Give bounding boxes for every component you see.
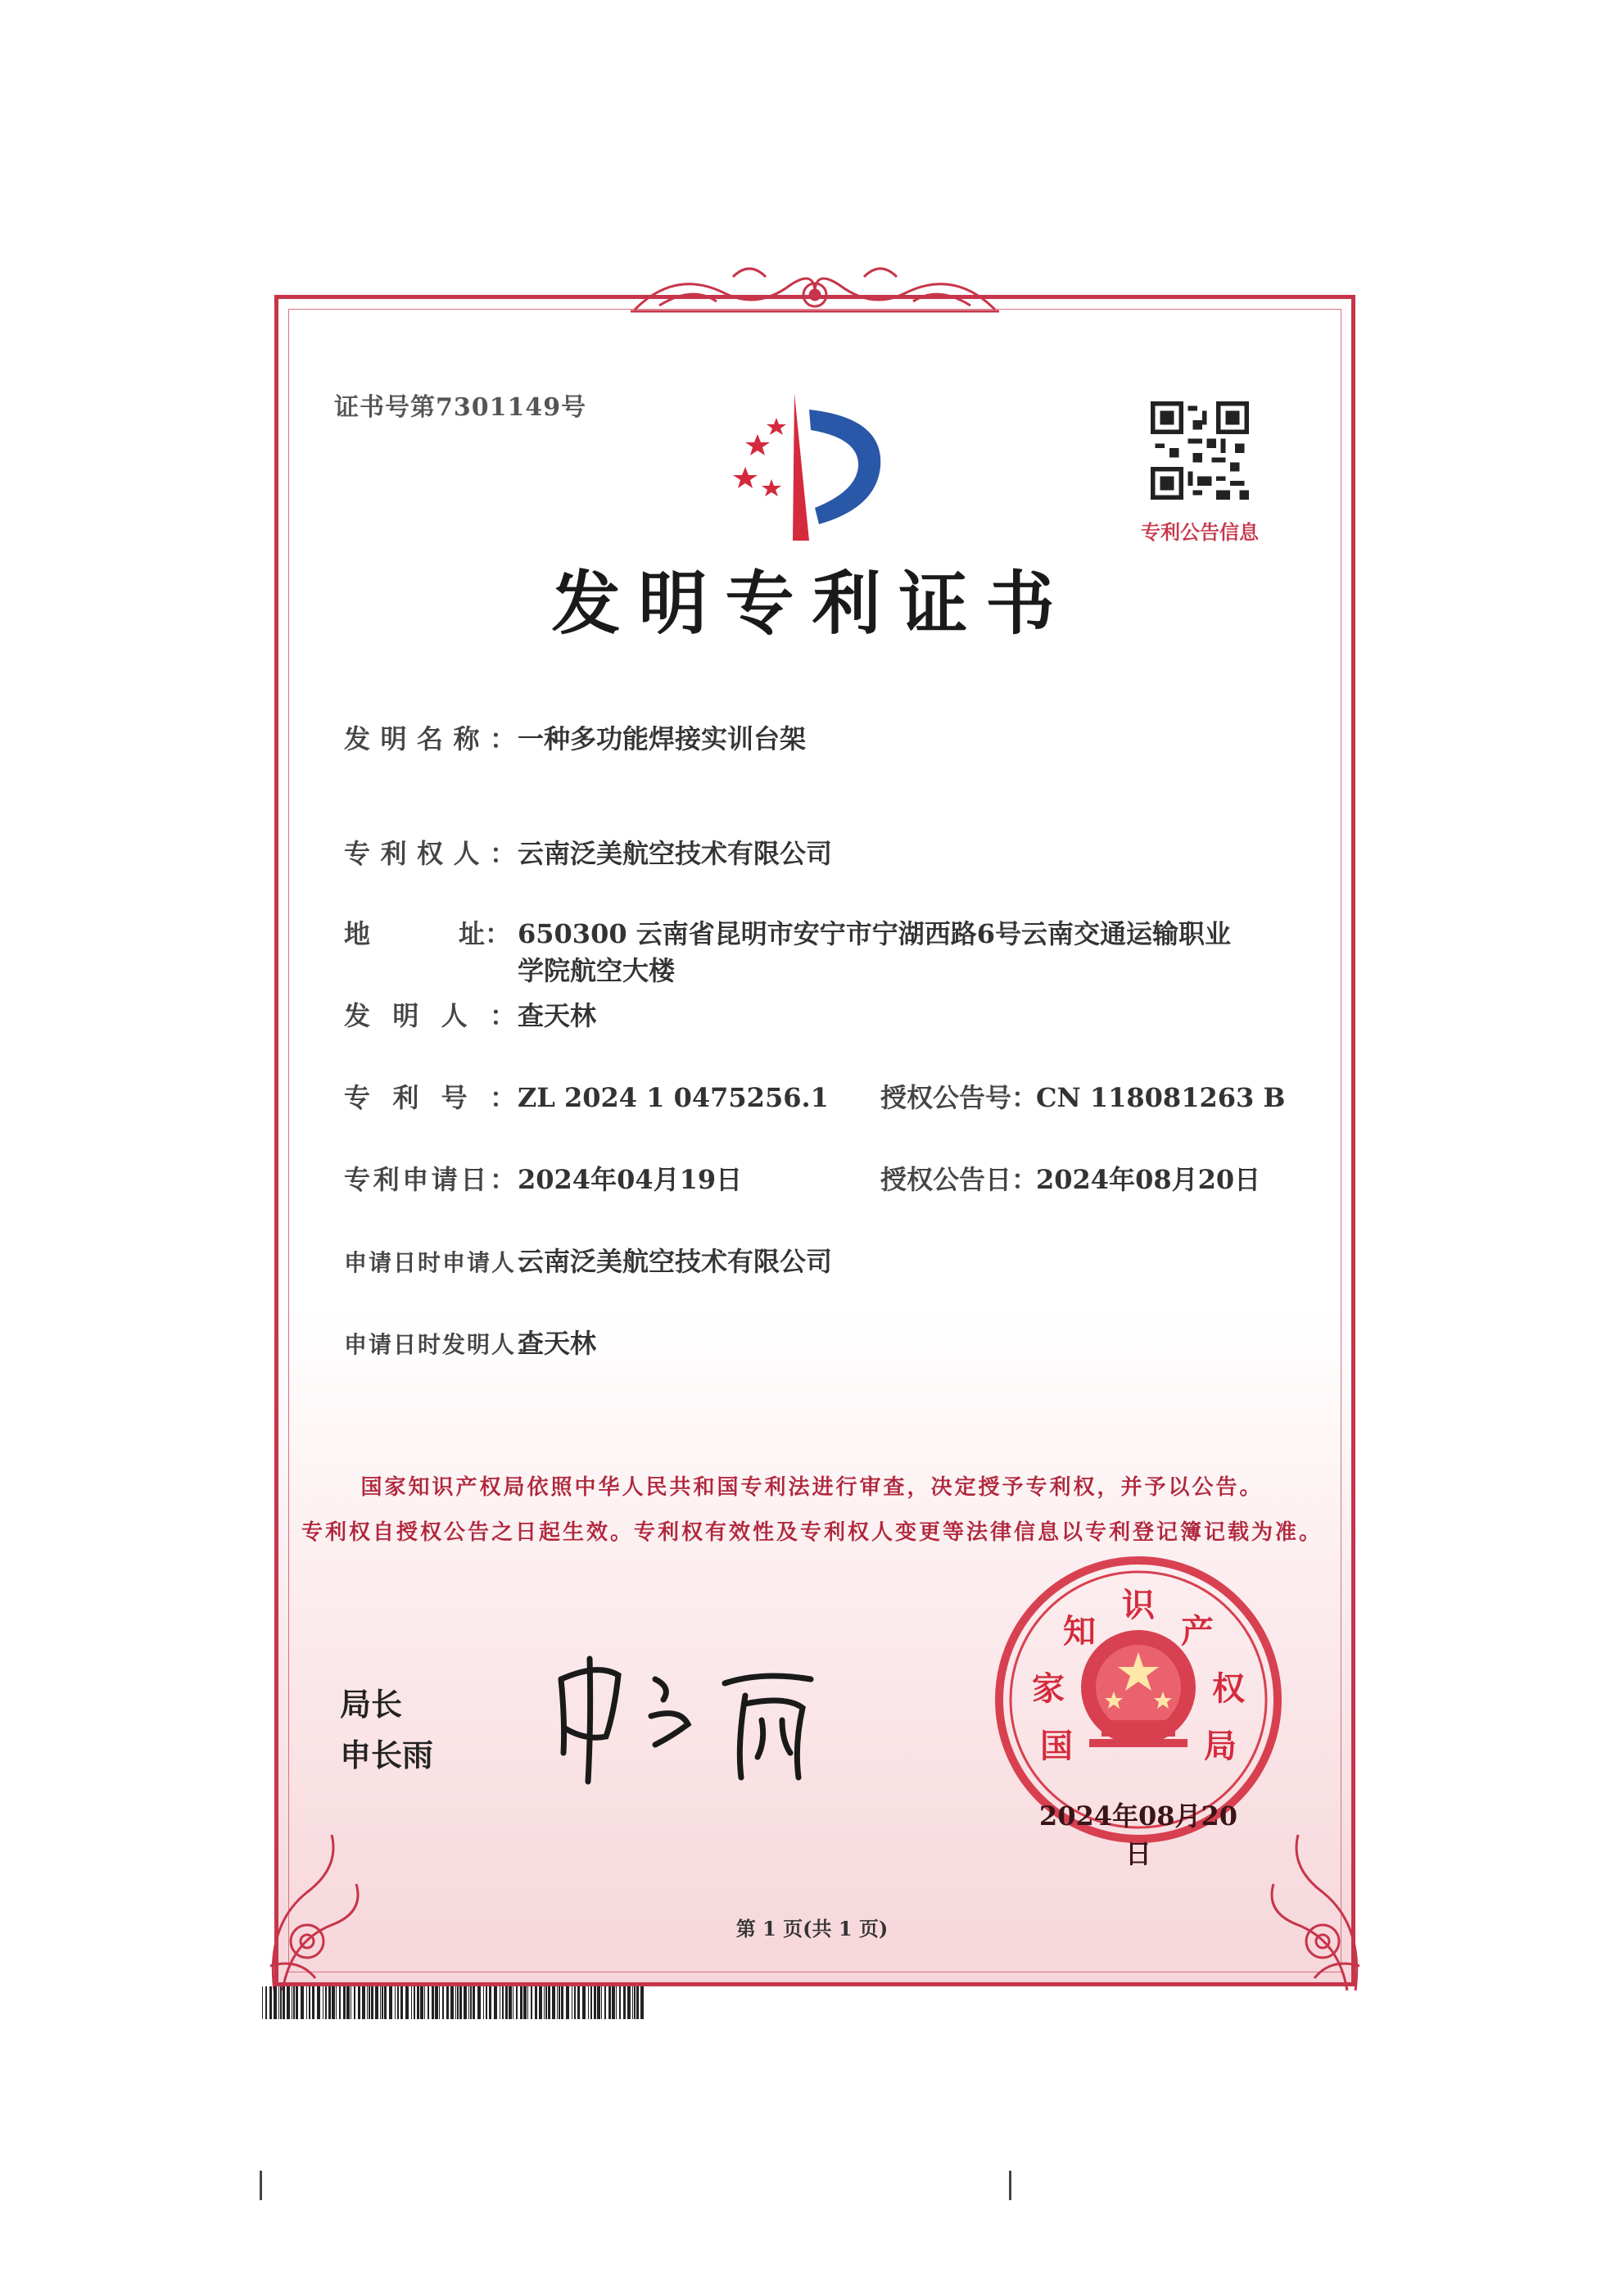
barcode-bar bbox=[414, 1986, 415, 2019]
field-label: 授权公告日： bbox=[880, 1164, 1038, 1195]
barcode-bar bbox=[561, 1986, 563, 2019]
barcode-bar bbox=[397, 1986, 399, 2019]
field-patent-number bbox=[344, 1077, 829, 1115]
field-value: 查天林 bbox=[518, 1328, 597, 1359]
barcode-bar bbox=[371, 1986, 373, 2019]
barcode-bar bbox=[405, 1986, 409, 2019]
barcode-bar bbox=[325, 1986, 327, 2019]
field-value: 650300 云南省昆明市安宁市宁湖西路6号云南交通运输职业 bbox=[518, 918, 1232, 949]
barcode-bar bbox=[442, 1986, 444, 2019]
barcode-bar bbox=[548, 1986, 550, 2019]
field-value: ZL 2024 1 0475256.1 bbox=[518, 1082, 829, 1113]
seal-char: 国 bbox=[1040, 1727, 1073, 1765]
barcode-bar bbox=[601, 1986, 602, 2019]
barcode-bar bbox=[339, 1986, 341, 2019]
barcode-bar bbox=[608, 1986, 611, 2019]
barcode-bar bbox=[427, 1986, 429, 2019]
barcode-bar bbox=[417, 1986, 419, 2019]
barcode-bar bbox=[616, 1986, 617, 2019]
barcode-bar bbox=[636, 1986, 639, 2019]
barcode-bar bbox=[389, 1986, 392, 2019]
declaration-line-2: 专利权自授权公告之日起生效。专利权有效性及专利权人变更等法律信息以专利登记簿记载为准。 bbox=[301, 1520, 1323, 1545]
field-value: CN 118081263 B bbox=[1036, 1082, 1286, 1113]
barcode-bar bbox=[632, 1986, 633, 2019]
field-label: 申请日时发明人： bbox=[344, 1331, 541, 1358]
barcode-bar bbox=[269, 1986, 272, 2019]
barcode-bar bbox=[283, 1986, 285, 2019]
field-label: 地 bbox=[344, 918, 371, 949]
cnipa-logo bbox=[712, 385, 909, 549]
declaration-line-1: 国家知识产权局依照中华人民共和国专利法进行审查，决定授予专利权，并予以公告。 bbox=[360, 1475, 1264, 1500]
barcode-bar bbox=[483, 1986, 484, 2019]
barcode-bar bbox=[432, 1986, 434, 2019]
barcode-bar bbox=[577, 1986, 580, 2019]
barcode-bar bbox=[473, 1986, 475, 2019]
barcode-bar bbox=[380, 1986, 381, 2019]
barcode-bar bbox=[566, 1986, 569, 2019]
field-value: 查天林 bbox=[518, 1000, 597, 1031]
barcode-bar bbox=[640, 1986, 644, 2019]
barcode-bar bbox=[265, 1986, 267, 2019]
certificate-number: 证书号第7301149号 bbox=[334, 393, 587, 422]
seal-char: 知 bbox=[1063, 1612, 1096, 1651]
barcode-bar bbox=[435, 1986, 438, 2019]
barcode-bar bbox=[544, 1986, 545, 2019]
barcode-bar bbox=[531, 1986, 532, 2019]
barcode-bar bbox=[539, 1986, 542, 2019]
field-inventor-at-filing bbox=[344, 1323, 596, 1361]
field-value: 2024年04月19日 bbox=[518, 1164, 743, 1195]
barcode-bar bbox=[604, 1986, 606, 2019]
bottom-left-ornament bbox=[258, 1802, 381, 1999]
barcode-bar bbox=[439, 1986, 440, 2019]
barcode-bar bbox=[597, 1986, 600, 2019]
seal-char: 识 bbox=[1122, 1586, 1155, 1624]
field-applicant-at-filing bbox=[344, 1241, 832, 1279]
director-signature bbox=[549, 1646, 827, 1786]
barcode-bar bbox=[502, 1986, 504, 2019]
barcode-bar bbox=[382, 1986, 383, 2019]
barcode-bar bbox=[358, 1986, 360, 2019]
barcode-bar bbox=[477, 1986, 481, 2019]
field-label: 发明名称： bbox=[344, 723, 518, 754]
barcode-bar bbox=[328, 1986, 331, 2019]
barcode-bar bbox=[274, 1986, 277, 2019]
barcode-bar bbox=[395, 1986, 396, 2019]
barcode-bar bbox=[312, 1986, 314, 2019]
barcode-bar bbox=[354, 1986, 355, 2019]
barcode-bar bbox=[455, 1986, 456, 2019]
barcode-bar bbox=[468, 1986, 469, 2019]
barcode-bar bbox=[523, 1986, 527, 2019]
barcode-bar bbox=[457, 1986, 459, 2019]
certificate-title: 发明专利证书 bbox=[551, 563, 1073, 644]
barcode-bar bbox=[486, 1986, 487, 2019]
barcode-bar bbox=[619, 1986, 621, 2019]
barcode-bar bbox=[559, 1986, 560, 2019]
barcode-bar bbox=[450, 1986, 454, 2019]
barcode-bar bbox=[594, 1986, 596, 2019]
qr-label: 专利公告信息 bbox=[1141, 520, 1259, 544]
field-label: 专利申请日： bbox=[344, 1164, 518, 1195]
field-value: 云南泛美航空技术有限公司 bbox=[518, 1246, 833, 1277]
barcode-bar bbox=[336, 1986, 337, 2019]
barcode-bar bbox=[287, 1986, 290, 2019]
barcode-bar bbox=[375, 1986, 378, 2019]
seal-char: 局 bbox=[1204, 1727, 1237, 1765]
barcode-bar bbox=[552, 1986, 555, 2019]
barcode-bar bbox=[293, 1986, 295, 2019]
barcode-bar bbox=[516, 1986, 518, 2019]
field-label: 申请日时申请人： bbox=[344, 1249, 541, 1276]
field-invention-name bbox=[344, 718, 806, 756]
barcode-bar bbox=[634, 1986, 636, 2019]
barcode-bar bbox=[420, 1986, 423, 2019]
field-value: 云南泛美航空技术有限公司 bbox=[518, 838, 833, 869]
field-grant-publication-date bbox=[880, 1159, 1260, 1197]
barcode-bar bbox=[494, 1986, 497, 2019]
barcode-bar bbox=[317, 1986, 320, 2019]
seal-char: 家 bbox=[1032, 1669, 1065, 1708]
barcode-bar bbox=[520, 1986, 522, 2019]
barcode-bar bbox=[527, 1986, 528, 2019]
field-grant-publication-number bbox=[880, 1077, 1285, 1115]
field-label: 发明人： bbox=[344, 1000, 518, 1031]
barcode-bar bbox=[332, 1986, 335, 2019]
top-ornament bbox=[627, 260, 1003, 326]
barcode-bar bbox=[346, 1986, 350, 2019]
field-label-suffix: 址： bbox=[459, 918, 512, 949]
seal-char: 产 bbox=[1181, 1612, 1214, 1651]
field-patentee bbox=[344, 833, 832, 871]
barcode-bar bbox=[590, 1986, 592, 2019]
barcode-bar bbox=[464, 1986, 467, 2019]
field-value: 2024年08月20日 bbox=[1036, 1164, 1261, 1195]
barcode-bar bbox=[278, 1986, 279, 2019]
barcode-bar bbox=[505, 1986, 508, 2019]
barcode-bar bbox=[262, 1986, 263, 2019]
barcode-bar bbox=[446, 1986, 449, 2019]
field-inventor bbox=[344, 995, 596, 1033]
barcode-bar bbox=[459, 1986, 462, 2019]
barcode-bar bbox=[582, 1986, 586, 2019]
barcode-bar bbox=[535, 1986, 537, 2019]
barcode-bar bbox=[301, 1986, 304, 2019]
field-label: 授权公告号： bbox=[880, 1082, 1038, 1113]
barcode-bar bbox=[509, 1986, 512, 2019]
barcode-bar bbox=[362, 1986, 365, 2019]
barcode-bar bbox=[588, 1986, 589, 2019]
barcode-bar bbox=[306, 1986, 307, 2019]
page-number: 第 1 页(共 1 页) bbox=[735, 1917, 889, 1941]
qr-code[interactable] bbox=[1151, 401, 1249, 500]
scan-mark-right bbox=[1009, 2171, 1011, 2200]
barcode-bar bbox=[309, 1986, 310, 2019]
director-title: 局长 bbox=[340, 1686, 403, 1723]
barcode-bar bbox=[612, 1986, 615, 2019]
field-label: 专利权人： bbox=[344, 838, 518, 869]
field-address-line2: 学院航空大楼 bbox=[518, 955, 676, 986]
barcode-bar bbox=[424, 1986, 425, 2019]
field-application-date bbox=[344, 1159, 742, 1197]
barcode-bar bbox=[343, 1986, 346, 2019]
barcode-bar bbox=[369, 1986, 370, 2019]
scan-mark-left bbox=[260, 2171, 262, 2200]
field-label: 专利号： bbox=[344, 1082, 518, 1113]
barcode bbox=[262, 1986, 647, 2019]
barcode-bar bbox=[545, 1986, 547, 2019]
barcode-bar bbox=[574, 1986, 576, 2019]
barcode-bar bbox=[627, 1986, 631, 2019]
seal-date: 2024年08月20日 bbox=[1038, 1800, 1238, 1869]
barcode-bar bbox=[623, 1986, 626, 2019]
barcode-bar bbox=[411, 1986, 412, 2019]
director-name: 申长雨 bbox=[340, 1737, 434, 1773]
barcode-bar bbox=[384, 1986, 387, 2019]
field-address bbox=[344, 913, 1231, 951]
barcode-bar bbox=[296, 1986, 298, 2019]
seal-char: 权 bbox=[1212, 1669, 1245, 1708]
field-value: 一种多功能焊接实训台架 bbox=[518, 723, 807, 754]
barcode-bar bbox=[400, 1986, 403, 2019]
barcode-bar bbox=[280, 1986, 282, 2019]
barcode-bar bbox=[470, 1986, 472, 2019]
barcode-bar bbox=[557, 1986, 558, 2019]
barcode-bar bbox=[489, 1986, 491, 2019]
barcode-bar bbox=[367, 1986, 368, 2019]
